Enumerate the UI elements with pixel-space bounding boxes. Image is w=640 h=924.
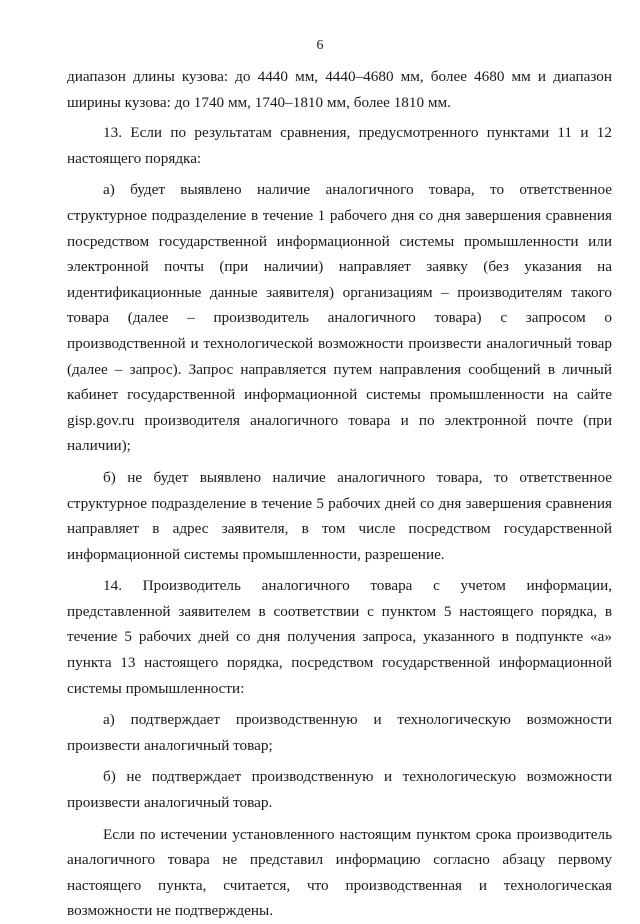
paragraph-item-14: 14. Производитель аналогичного товара с учетом информации, представленной заявителем в соответствии с пунктом 5 настоящего порядка, в течение 5 рабочих дней со дня получения запроса, указанного в подпункте «а» пункта 13 настоящего порядка, посредством государственной информационной системы промышленности: bbox=[67, 577, 612, 697]
paragraph-item-14-b: б) не подтверждает производственную и технологическую возможности произвести аналогичный товар. bbox=[67, 768, 612, 812]
paragraph-item-13-a: а) будет выявлено наличие аналогичного товара, то ответственное структурное подразделение в течение 1 рабочего дня со дня завершения сравнения посредством государственной информационной системы промышленности или электронной почты (при наличии) направляет заявку (без указания на идентификационные данные заявителя) организациям – производителям такого товара (далее – производитель аналогичного товара) с запросом о производственной и технологической возможности произвести аналогичный товар (далее – запрос). Запрос направляется путем направления сообщений в личный кабинет государственной информационной системы промышленности на сайте gisp.gov.ru производителя аналогичного товара и по электронной почте (при наличии); bbox=[67, 181, 612, 455]
paragraph-item-13: 13. Если по результатам сравнения, предусмотренного пунктами 11 и 12 настоящего порядка: bbox=[67, 124, 612, 167]
paragraph-continuation: диапазон длины кузова: до 4440 мм, 4440–4680 мм, более 4680 мм и диапазон ширины кузова: до 1740 мм, 1740–1810 мм, более 1810 мм. bbox=[67, 68, 612, 111]
document-body bbox=[67, 64, 612, 924]
paragraph-item-14-a: а) подтверждает производственную и технологическую возможности произвести аналогичный товар; bbox=[67, 711, 612, 754]
paragraph-item-14-note: Если по истечении установленного настоящим пунктом срока производитель аналогичного товара не представил информацию согласно абзацу первому настоящего пункта, считается, что производственная и технологическая возможности не подтверждены. bbox=[67, 825, 612, 920]
page-number: 6 bbox=[316, 38, 324, 53]
paragraph-item-13-b: б) не будет выявлено наличие аналогичного товара, то ответственное структурное подразделение в течение 5 рабочих дней со дня завершения сравнения направляет в адрес заявителя, в том числе посредством государственной информационной системы промышленности, разрешение. bbox=[67, 468, 612, 563]
